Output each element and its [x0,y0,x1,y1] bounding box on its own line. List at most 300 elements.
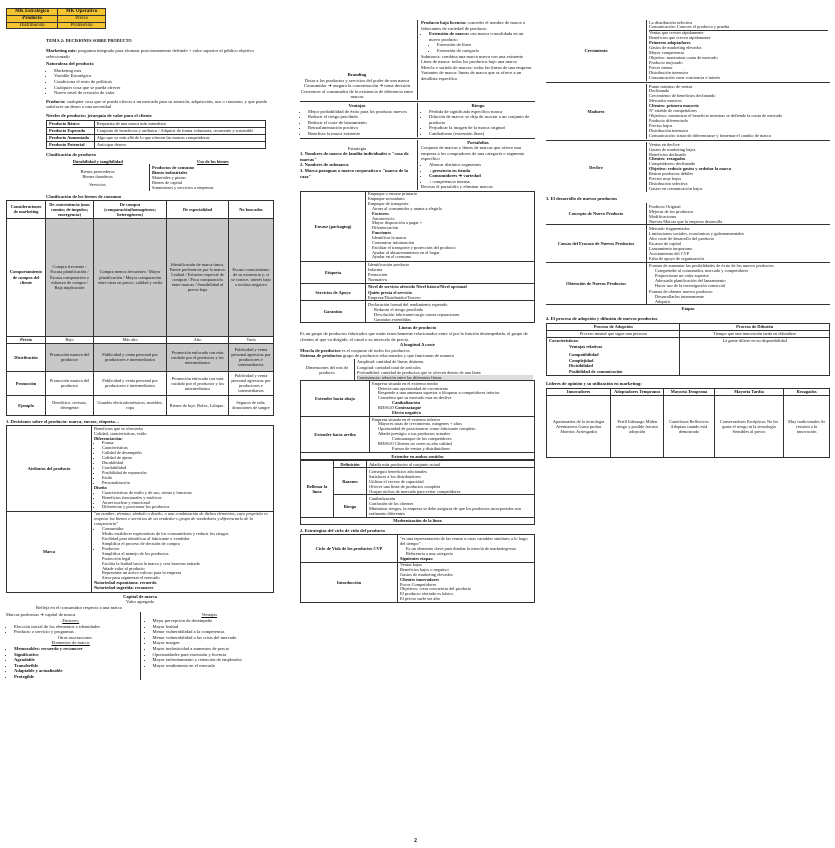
list-item: Gastos de marketing elevados [400,571,453,577]
list-item: Bienes duraderos [82,173,113,179]
crecimiento-table [546,20,830,81]
list-item: Producto mejorado [649,59,683,65]
list-item: Modificaciones [649,213,677,219]
table-cell: Conservadores Escépticos No les gusta el riesgo ni la tecnología Sensibles al precio [714,395,784,457]
list-item: • Menor vulnerabilidad a la competencia [153,629,275,635]
table-header: Mayoría Temprana [664,388,714,395]
list-item: • Retroalimentación positiva [308,125,414,131]
list-item: Distribución selectiva [649,181,688,187]
adopcion-section-title: 4. El proceso de adopción y difusión de nuevos productos [546,316,658,322]
list-item: • Características [102,446,271,451]
list-item: • Beneficios funcionales y estéticos [102,496,271,501]
list-item: • Calidad de ajuste [102,456,271,461]
list-item: Posibilidad de comunicación [569,368,623,374]
list-item: • Beneficia la marca existente [308,131,414,137]
list-item: Canibalización [369,495,396,501]
list-item: • Nuevo nivel de creación de valor [54,90,274,96]
table-cell: Grandes electrodomésticos, muebles, ropa [94,395,167,415]
table-cell: Promoción masiva del productor [46,343,94,371]
list-item: Gastos de marketing elevados [649,45,702,51]
list-item: Distribución intensiva [649,69,688,75]
list-item: Ayudar en el consumo [372,254,412,260]
list-item: Comunicación crear conciencia e interés [649,74,721,80]
list-item: Contraataque de los competidores [392,435,452,441]
list-item: Objetivos: crear conciencia del producto [400,586,472,592]
introduccion-label: Introducción [301,562,398,603]
ventajas-title: Ventajas [201,612,218,618]
capital-sub: Refleja en el consumidor respecto a una marca [36,604,122,610]
list-item: Representa un activo valioso para la empresa [102,570,182,576]
list-item: Crecimiento de beneficios declinando [649,93,716,99]
list-item: Precios bajos [649,122,673,128]
list-item: • Confiabilidad [102,466,271,471]
list-item: • Canibalismo (extensión línea) [429,131,535,137]
list-item: Ocupar nichos de mercado para evitar competidores [369,488,461,494]
list-item: Minimizar riesgos, la empresa se debe asegurar de que los productos incorporados son realmente diferentes [369,506,521,517]
extender-table [300,380,535,460]
list-item: Primeros adoptadores [649,40,691,46]
list-item: Garantías extendidas [374,316,411,322]
list-item: Otras asociaciones [57,634,92,640]
list-item: • Abarcar distintos segmentos [429,162,535,168]
list-item: Profundidad: cantidad de productos que se ofrecen dentro de una línea [357,369,481,375]
list-item: Nivel de servicio ofrecido Nivel básico/Nivel opcional [368,284,467,290]
niveles-table [46,120,266,149]
list-item: Alto coste de desarrollo del producto [649,235,714,241]
list-item: Formas de aumentar las posibilidades de éxito de los nuevos productos [649,263,774,269]
ext-abajo-label: Extender hacia abajo [301,381,370,417]
list-item: Añade valor al producto [102,565,145,571]
table-cell: Proceso mental que sigue una persona [547,330,680,337]
list-item: Lanzamiento inoportuno [649,246,693,252]
list-item: Medio establecer expectativas de los consumidores y reducir los riesgos [102,531,229,537]
list-item: Ofrecer una línea de productos completa [369,483,441,489]
list-item: • Consumidores ➜ variedad [429,173,535,179]
list-item: • Variable Estratégica [54,73,274,79]
list-item: • Reducir el riesgo percibido [308,114,414,120]
ciclo-label: Ciclo de Vida de los productos CVP [301,535,398,562]
table-cell: Algo que va más allá de lo que ofrecen las marcas competidoras [94,134,265,141]
list-item: Adquirir [655,298,671,304]
diferenciacion-label: Diferenciación: [94,435,123,441]
list-item: • Extensión de categoría [437,48,535,54]
list-item: Empaque secundario [368,196,405,202]
list-item: Autoservicio [372,215,395,221]
table-cell: Promoción masiva del productor [46,371,94,395]
nuevos-table [546,203,830,311]
atributos-table [6,425,274,592]
list-item: Facilidad para identificar al fabricante o vendedor [102,535,190,541]
list-item: • Oportunidades para extensión y licencia [153,652,275,658]
list-item: Beneficios que crecen rápidamente [649,35,711,41]
list-item: Gastos de marketing bajos [649,146,696,152]
table-cell: Producto Potencial [47,141,95,148]
list-item: Comunicación: Conocer el producto y prueba [649,24,730,30]
lideres-title: Líderes de opinión y su utilización en marketing: [546,380,642,386]
list-item: • Marketing mix [54,68,274,74]
table-cell: Producto Básico [47,120,95,127]
list-item: Mejoras de los productos [649,208,694,214]
list-item: Formas de obtener nuevos producto: [649,288,714,294]
table-header: De especialidad [167,201,229,218]
table-header: Proceso de Difusión [680,323,830,330]
clasificacion-table [46,158,276,190]
naturaleza-list [6,68,274,96]
table-cell: Varía [228,336,273,343]
list-item: • Posibilidad de reparación [102,471,271,476]
list-item: Atraer al consumidor y anima a elegirlo [372,205,442,211]
list-item: Utilizar el exceso de capacidad [369,478,424,484]
list-item: Satisfacer a los distribuidores [369,473,421,479]
list-item: • Mayor inelasticidad a aumentos de precio [153,646,275,652]
list-item: • Memorables: recuerdo y reconocer [14,646,136,652]
table-header: De conveniencia (mos común; de impulso; emergencia) [46,201,94,218]
list-item: Gastos en comunicación bajos [649,186,703,191]
list-item: Declinando [649,88,670,94]
list-item: Sirve para segmentar el mercado [102,575,160,581]
table-cell: Producto Esperado [47,127,95,134]
branding-text: Dotar a los productos y servicios del poder de una marca [304,77,410,83]
list-item: • Dilución de marca: se deja de asociar a un conjunto de producto [429,114,535,125]
diseno-label: Diseño [94,484,107,490]
list-item: 2. Nombres de submarca [300,162,349,168]
list-item: • Producto o servicio y programas [14,629,136,635]
table-cell: Compra menos frecuentes / Mayor planificación / Mayor comparación entre otras en precio, calidad y estilo [94,218,167,336]
table-header: Consideraciones de marketing [7,201,46,218]
topic-heading [46,38,132,44]
table-header: Durabilidad y tangibilidad [72,158,123,164]
list-item: La distribución selectiva [649,19,693,25]
caract-label: Características: [549,338,579,344]
table-cell: Distribución [7,343,46,371]
table-cell: Respuesta de una marca más inmediata [94,120,265,127]
variantes-text: Variantes de marca: líneas de marca que se ofrece a un detallista específico [421,70,522,81]
list-item: Ayudar al almacenamiento en el hogar [372,249,440,255]
list-item: • Protegible [14,674,136,680]
table-cell: Perfil liderazgo Miden riesgo y posible fracaso adopción [611,395,664,457]
list-item: Funciones [372,230,392,236]
elementos-title: Elementos de marca: [51,640,91,646]
sistema-text: grupo de productos relacionados y que funcionan de manera [342,353,454,359]
fracaso-label: Causas del Fracaso de Nuevos Productos [546,225,647,262]
envase-label: Envase (packaging) [301,191,366,261]
list-item: Acortamiento del CVP [649,251,690,257]
list-item: El precio suele ser alto [400,596,440,602]
list-item: Proporcionar un valor superior [655,273,710,279]
list-item: Quién presta el servicio [368,289,412,295]
list-item: Confusión de los clientes [369,501,414,506]
pbl-text: conceder el nombre de marca a fabricantes de variedad de producto [421,20,525,31]
column-2 [300,20,535,603]
list-item: • ↓ competencia interna [429,179,535,185]
list-item: Reducen el riesgo percibido [374,306,424,312]
ciclo-section-title: 2. Estrategias del ciclo de vida del producto [300,527,385,533]
notoriedad-item: Notoriedad espontánea: recuerdo [94,580,157,586]
list-item: Protección legal [102,555,131,561]
caract-sub: La gente difiere en su disponibilidad [680,337,830,375]
list-item: Comprender al consumidor, mercado y competidores [655,268,749,274]
table-header: Adoptadores Tempranos [611,388,664,395]
list-item: • Mayor rendimiento en el mercado [153,663,275,669]
table-cell: Publicidad y venta personal por productores e intermediarios [94,343,167,371]
list-item: Hacer uso de la investigación comercial [655,283,726,289]
list-item: • Características de estilo y de uso, sienta y funciona [102,491,271,496]
lideres-table [546,388,830,458]
table-header: Uso de los bienes [196,158,229,164]
etapas-label: Siguientes etapas: [400,556,434,562]
ext-arriba-label: Extender hacia arriba [301,417,370,453]
list-item: • Transferible [14,663,136,669]
header-cell: MK Operativo [58,9,106,16]
niveles-title: Niveles de producto: jerarquía de valor para el cliente [46,112,152,118]
list-item: • Productor [102,547,271,552]
table-cell: Escaso conocimiento de su existencia y, si se conoce, interés bajo o incluso negativo [228,218,273,336]
table-cell: Dentífrico, revistas, detergente [46,395,94,415]
list-item: Mayores tasas de crecimiento, márgenes + altos [378,421,462,427]
portafolios-text: Conjunto de marcas y líneas de marcas que ofrece una empresa a los compradores de una categoría o segmento específico [421,145,525,162]
portafolios-end: Revisar el portafolio y eliminar marcas [421,184,493,190]
pbl-label: Producto bajo licencia: [421,20,467,25]
marca-definition: "un nombre, término, símbolo o diseño, o una combinación de dichos elementos, cuyo propósito es respetar los bienes o servicios de un vendedor o grupo de vendedores y diferenciarlo de la competencia" [94,511,268,527]
ciclo-quote: "es una representación de las ventas u otras variables similares a lo largo del tiempo" [400,535,528,546]
header-cell: MK Estratégico [7,9,58,16]
list-item: Beneficios declinado [649,151,686,157]
list-item: Normativa [368,277,387,283]
list-item: Efecto negativo [392,409,421,415]
table-cell: Promoción [7,371,46,395]
list-item: Nº estable de competidores [649,108,697,114]
madurez-label: Madurez [587,109,605,115]
etiqueta-label: Etiqueta [301,261,366,283]
list-item: Escasez de capital [649,240,681,246]
list-item: Compatibilidad [569,352,599,358]
list-item: Ventas en declive [649,141,680,147]
list-item: Mayor disposición a pagar + [372,220,423,226]
list-item: Precios muy bajos [649,176,682,182]
list-item: Empaque o envase primario [368,191,418,197]
table-cell: Identificación de marca única. Fuerte preferencia por la marca. Lealtad / Esfuerzo especial de comprar / Poca comparación entre marcas / Sensibilidad al precio baja [167,218,229,336]
list-item: Informa [368,267,383,273]
list-item: Devolución fabricante/cargo contra reparaciones [374,311,460,317]
list-item: • Estilo [102,476,271,481]
list-item: Bienes de capital [152,180,183,186]
table-cell: Seguros de vida, donaciones de sangre [228,395,273,415]
list-item: • Agradable [14,657,136,663]
table-header: Proceso de Adopción [547,323,680,330]
list-item: • Pérdida de significado específico marca [429,109,535,115]
dimensiones-label: Dimensiones del mix de producto [305,364,349,375]
factores-title: Factores: [62,617,80,623]
list-item: Divisibilidad [569,363,593,369]
riesgo-word: RIESGO [378,440,394,446]
ciclo-table [300,534,535,603]
list-item: • Atraer nuclear y emocional [102,501,271,506]
table-header: Innovadores [547,388,611,395]
table-cell: Publicidad y venta personal agresivas por productores e intermediarios [228,371,273,395]
nuevos-section-title: 3. El desarrollo de nuevos productos [546,196,618,202]
list-item: Comunicación: tratar de diferenciarse y fomentar el cambio de marca [649,132,771,138]
ventajas-title: Ventajas [348,102,366,108]
list-item: Falta de apoyo de organización [649,256,704,262]
list-item: Objetivo: maximizar cuota de mercado [649,54,718,60]
list-item: Empaque de transporte [368,201,409,207]
table-cell: Bajo [46,336,94,343]
list-item: Clientes innovadores [400,576,440,582]
notoriedad-item: Notoriedad sugerida: reconocer [94,585,154,591]
list-item: Ventajas relativas [569,343,603,349]
ambos-text: Extender en ambos sentidos [301,453,535,460]
list-item: • Cualquier cosa que se pueda ofrecer [54,85,274,91]
modernizacion-text: Modernización de la línea [301,517,535,524]
list-item: Consistencia: relación entre las diferentes líneas [357,375,533,380]
declive-label: Declive [589,164,603,170]
list-item: Oportunidad de posicionarse como fabricante completo [378,426,476,432]
table-cell: Anticipar deseos [94,141,265,148]
table-cell: Publicidad y venta personal por productores e intermediarios [94,371,167,395]
list-item: Empresa/Distribuidor/Tercero [368,294,421,300]
list-item: 1. Nombres de marca de familia individuales o "casa de marcas" [300,151,409,162]
sistema-label: Sistema de productos [300,353,342,359]
list-item: Factores: [372,210,390,216]
table-header: Mayoría Tardía [714,388,784,395]
list-item: Nuevas Marcas que la empresa desarrolla [649,218,723,224]
list-item: • Diferenciar y posicionar los productos [102,505,271,510]
list-item: Producto diferenciado [649,118,688,124]
consumo-title: Clasificación de los bienes de consumo [46,193,122,199]
consumo-table [6,200,274,415]
table-cell: Alto [167,336,229,343]
table-cell: Cautelosos Reflexivos Adoptan cuando está demostrado [664,395,714,457]
list-item: Es un elemento clave para diseñar la mezcla de marketing-mix [406,545,517,551]
submarca-text: Submarca: combina una marca nueva con una existente [421,53,523,59]
envase-table [300,191,535,324]
list-item: Pocos Competidores [400,581,437,587]
list-item: Retirar productos débiles [649,171,694,177]
razones-label: Razones [334,468,367,495]
header-cell: Promoción [58,22,106,29]
branding-text: Convencer al consumidor de la existencia de diferencia entre marcas [301,88,413,100]
list-item: Ventas bajas [400,562,422,568]
mk-mix-text: programa integrado para alcanzar posicionamiento definido + valor superior al público objetivo seleccionado [46,48,254,59]
table-cell: Tiempo que una innovación tarda en difundirse [680,330,830,337]
mezcla-text: es el conjunto de todos los productos [341,347,410,353]
topic-title: DECISIONES SOBRE PRODUCTO [65,38,132,43]
obtencion-label: Obtención de Nuevos Productos [546,262,647,305]
estrategia-title: Estrategia [347,145,367,151]
list-item: Mayor competencia [649,50,684,56]
list-item: • Perjudicar la imagen de la marca original [429,125,535,131]
mezcla-marca-text: Mezcla o surtido de marcas: todas las líneas de una empresa [421,64,532,70]
capital-sub: Valor agregado [126,599,154,605]
list-item: Clientes no creen su alta calidad [394,440,452,446]
dimensiones-table [300,359,535,380]
list-item: Complejidad [569,357,594,363]
rellenar-table [300,460,535,525]
list-item: Punto máximo de ventas [649,83,693,89]
list-item: Detecta una oportunidad de crecimiento [378,385,449,391]
list-item: Beneficios que se ofrecerán [94,425,143,431]
naturaleza-title: Naturaleza del producto [46,61,94,67]
list-item: Ventas que crecen rápidamente [649,30,704,36]
list-item: Competidores: declinando [649,161,696,167]
list-item: Simplifica el manejo de los productos [102,550,169,556]
column-1 [6,47,274,680]
list-item: Facilitar el transporte y protección del producto [372,244,456,250]
list-item: • Menor vulnerabilidad a las crisis del mercado [153,635,275,641]
crecimiento-label: Crecimiento [584,48,608,53]
definicion-text: Añadir más productos al conjunto actual [367,461,535,468]
list-item: Adecuada planificación del lanzamiento [655,278,726,284]
list-item: Comunicar información [372,239,415,245]
list-item: Objetivos: maximizar el beneficio mientras se defiende la cuota de mercado [649,113,783,119]
list-item: Simplifica el proceso de decisión de compra [102,540,180,546]
page-number: 2 [414,838,417,844]
extension-label: Extensión de marca: [429,31,470,37]
table-header: No buscados [228,201,273,218]
list-item: Desarrollarlos internamente [655,293,704,299]
table-cell: Más alto [94,336,167,343]
list-item: Empresa situada en el extremo medio [372,380,438,386]
riesgo-word: RIESGO [378,404,394,410]
adopcion-table [546,323,830,376]
header-cell: Precio [58,15,106,22]
table-cell: Publicidad y venta personal agresivas por productores e intermediarios [228,343,273,371]
capital-left-title: Marcas poderosas ➜ capital de marca [6,612,76,618]
table-header: De compra (comparación(homogéneos; heterogéneos) [94,201,167,218]
list-item: Productos de consumo [152,164,195,170]
list-item: Precio menor [649,64,673,70]
list-item: • Significativo [14,652,136,658]
mk-mix-label: Marketing mix: [46,48,78,53]
list-item: Servicios [89,181,106,187]
list-item: • Mayor lealtad [153,624,275,630]
table-header: Rezagados [784,388,830,395]
riesgo-title: Riesgo [471,102,485,108]
branding-title: Branding [347,72,367,77]
list-item: Considera que su mercado esta en declive [378,395,452,401]
list-item: • Personalización [102,481,271,486]
table-cell: Promoción enfocada con más cuidado por el productor y los intermediarios [167,343,229,371]
list-item: Suministros y servicios a empresas [152,185,214,191]
table-cell: Promoción enfocada con más cuidado por el productor y los intermediarios [167,371,229,395]
producto-def-text: cualquier cosa que se pueda ofrecer a un mercado para su atención, adquisición, uso o consumo, y que pueda satisfacer un deseo o una necesidad [46,98,267,110]
header-table [6,8,106,29]
list-item: Distribución intensiva [649,127,688,133]
concepto-label: Concepto de Nuevo Producto [568,211,624,217]
longitud-text: Δ longitud Δ coste [400,342,435,348]
list-item: Conseguir beneficios adicionales [369,468,428,474]
decisiones-title: 1. Decisiones sobre el producto: marca, envase, etiqueta… [6,418,120,424]
header-cell: Distribución [7,22,58,29]
list-item: El producto ofertado es básico [400,591,454,597]
branding-text: Consumidor ➜ asegura la concentración ➜ toma decisión [303,83,411,89]
mezcla-label: Mezcla de productos [300,347,341,353]
table-cell: Ejemplo [7,395,46,415]
list-item: Identificar la marca [372,234,407,240]
list-item: Bienes industriales [152,170,188,175]
list-item: Añadir prestigio a sus productos actuales [378,431,451,437]
clasificacion-title: Clasificación de producto [46,151,96,157]
rellenar-label: Rellenar la línea [301,461,334,518]
list-item: • Condiciona el resto de políticas [54,79,274,85]
list-item: Clientes: rezagados [649,156,686,162]
list-item: Producto Original [649,203,681,209]
column-3 [546,20,830,458]
list-item: Facilita la lealtad hacia la marca y crea barreras entrada [102,560,200,566]
table-cell: Bienes de lujo: Rolex, Lalique.. [167,395,229,415]
table-cell: Conjunto de beneficios y atributos / Adquirir de forma voluntaria, recurrente y sostenible [94,127,265,134]
list-item: • Extensión de línea [437,42,535,48]
